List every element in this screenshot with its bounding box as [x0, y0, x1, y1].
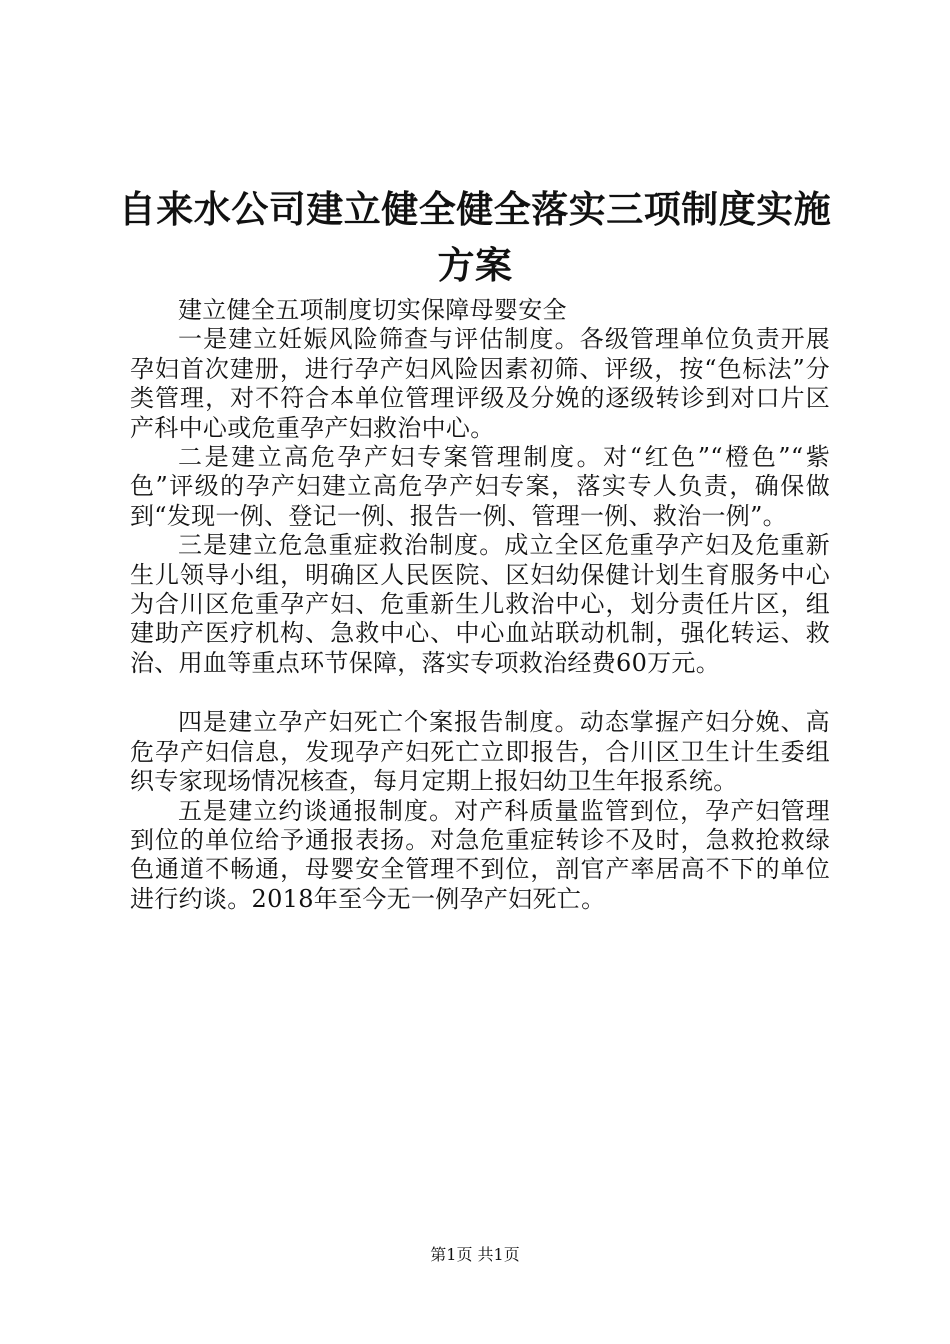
paragraph-3: 三是建立危急重症救治制度。成立全区危重孕产妇及危重新生儿领导小组，明确区人民医院、区妇幼保健计划生育服务中心为合川区危重孕产妇、危重新生儿救治中心，划分责任片区，组建助产医疗机构、急救中心、中心血站联动机制，强化转运、救治、用血等重点环节保障，落实专项救治经费60万元。 — [130, 531, 830, 677]
paragraph-2: 二是建立高危孕产妇专案管理制度。对“红色”“橙色”“紫色”评级的孕产妇建立高危孕产妇专案，落实专人负责，确保做到“发现一例、登记一例、报告一例、管理一例、救治一例”。 — [130, 443, 830, 530]
paragraph-5: 五是建立约谈通报制度。对产科质量监管到位，孕产妇管理到位的单位给予通报表扬。对急危重症转诊不及时，急救抢救绿色通道不畅通，母婴安全管理不到位，剖官产率居高不下的单位进行约谈。2018年至今无一例孕产妇死亡。 — [130, 796, 830, 913]
page-footer: 第1页 共1页 — [430, 1245, 520, 1264]
paragraph-4: 四是建立孕产妇死亡个案报告制度。动态掌握产妇分娩、高危孕产妇信息，发现孕产妇死亡立即报告，合川区卫生计生委组织专家现场情况核查，每月定期上报妇幼卫生年报系统。 — [130, 708, 830, 796]
document-title: 自来水公司建立健全健全落实三项制度实施方案 — [118, 188, 832, 287]
paragraph-subtitle: 建立健全五项制度切实保障母婴安全 — [178, 296, 567, 324]
paragraph-1: 一是建立妊娠风险筛查与评估制度。各级管理单位负责开展孕妇首次建册，进行孕产妇风险因素初筛、评级，按“色标法”分类管理，对不符合本单位管理评级及分娩的逐级转诊到对口片区产科中心或危重孕产妇救治中心。 — [130, 325, 830, 442]
document-body — [130, 296, 830, 914]
